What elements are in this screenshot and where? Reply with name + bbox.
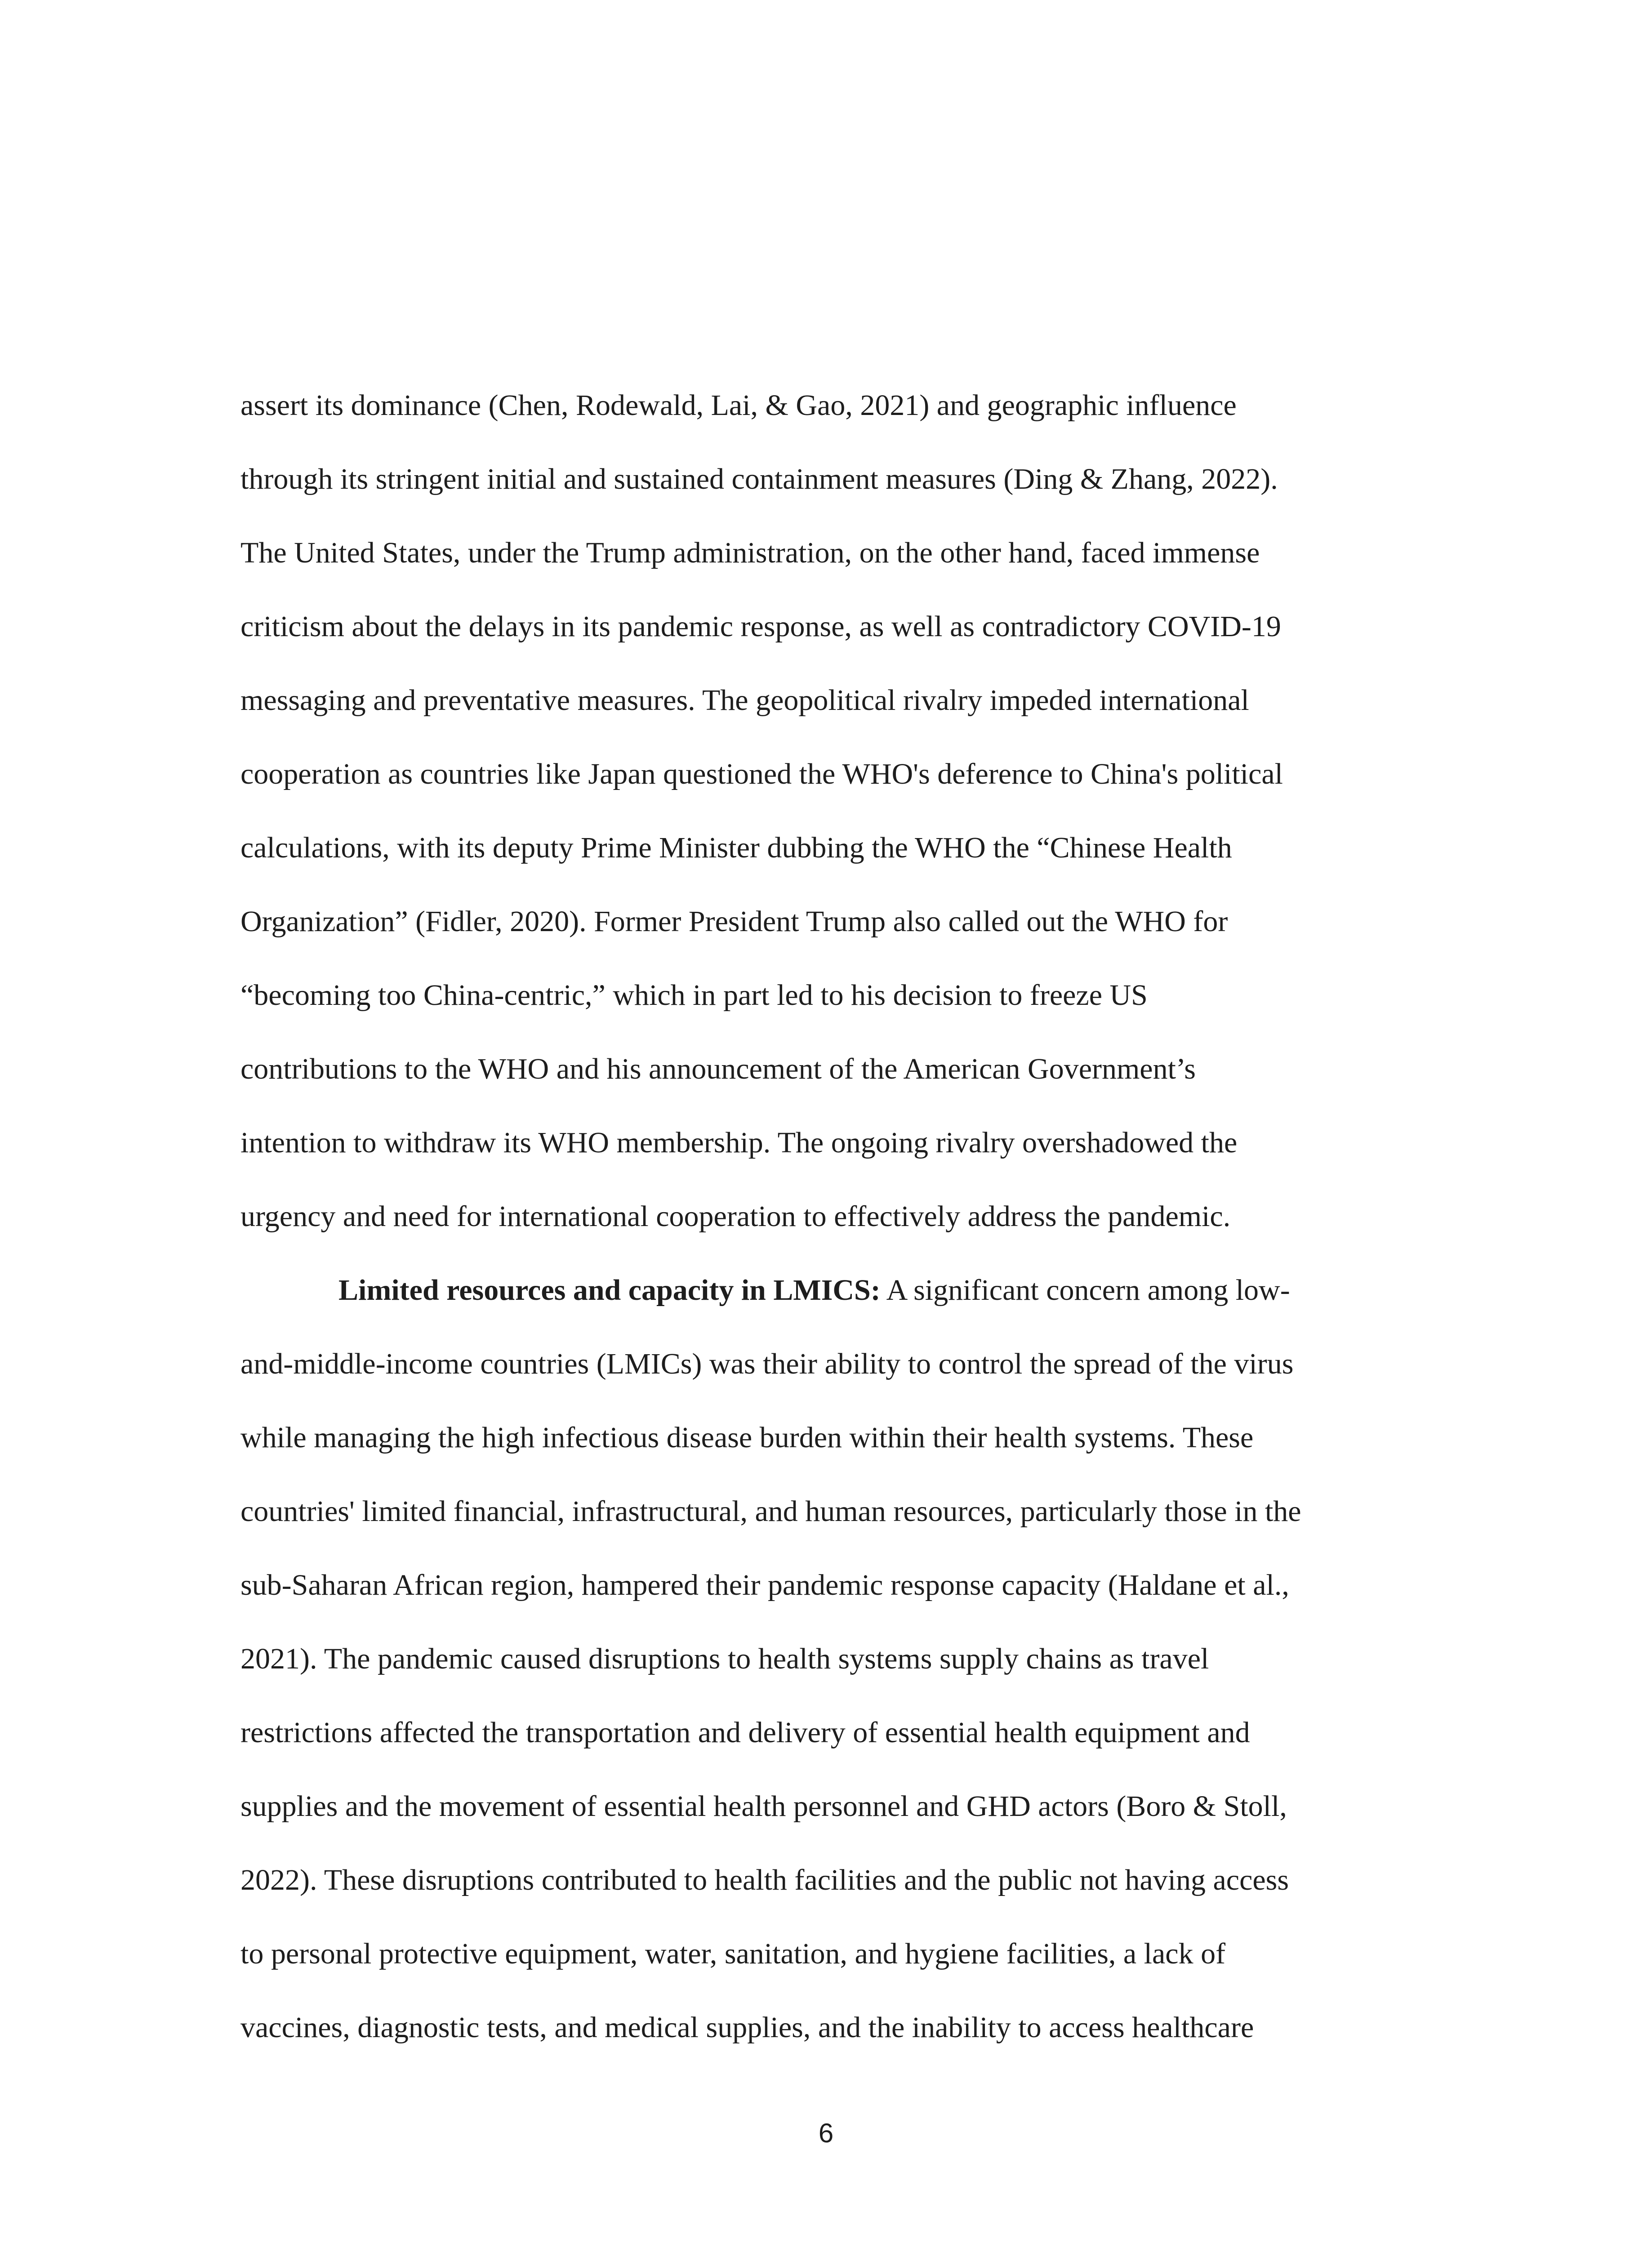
body-text: [240, 369, 1396, 2065]
text-line: through its stringent initial and sustained containment measures (Ding & Zhang, 2022).: [240, 463, 1278, 495]
text-line: intention to withdraw its WHO membership. The ongoing rivalry overshadowed the: [240, 1126, 1238, 1159]
section-heading: Limited resources and capacity in LMICS:: [338, 1274, 881, 1307]
text-line: and-middle-income countries (LMICs) was their ability to control the spread of the virus: [240, 1347, 1294, 1380]
paragraph-geopolitical-rivalry: [240, 369, 1396, 1253]
text-line: while managing the high infectious disease burden within their health systems. These: [240, 1421, 1254, 1454]
text-line: [240, 1253, 1396, 1327]
text-line: supplies and the movement of essential health personnel and GHD actors (Boro & Stoll,: [240, 1790, 1287, 1823]
text-line: sub-Saharan African region, hampered their pandemic response capacity (Haldane et al.,: [240, 1569, 1289, 1601]
text-line: messaging and preventative measures. The geopolitical rivalry impeded international: [240, 684, 1249, 717]
page-number: 6: [818, 2118, 834, 2148]
text-line: “becoming too China-centric,” which in part led to his decision to freeze US: [240, 979, 1148, 1012]
text-line: criticism about the delays in its pandemic response, as well as contradictory COVID-19: [240, 610, 1281, 643]
text-line: 2022). These disruptions contributed to health facilities and the public not having access: [240, 1864, 1289, 1896]
text-line: The United States, under the Trump administration, on the other hand, faced immense: [240, 536, 1260, 569]
text-line: restrictions affected the transportation and delivery of essential health equipment and: [240, 1716, 1250, 1749]
text-line: urgency and need for international cooperation to effectively address the pandemic.: [240, 1200, 1231, 1233]
heading-line-rest: A significant concern among low-: [880, 1274, 1290, 1307]
text-line: calculations, with its deputy Prime Minister dubbing the WHO the “Chinese Health: [240, 831, 1232, 864]
text-line: cooperation as countries like Japan questioned the WHO's deference to China's political: [240, 758, 1283, 790]
text-line: Organization” (Fidler, 2020). Former President Trump also called out the WHO for: [240, 905, 1228, 938]
text-line: assert its dominance (Chen, Rodewald, Lai, & Gao, 2021) and geographic influence: [240, 389, 1237, 422]
text-line: 2021). The pandemic caused disruptions to health systems supply chains as travel: [240, 1642, 1209, 1675]
text-line: countries' limited financial, infrastructural, and human resources, particularly those in the: [240, 1495, 1301, 1528]
text-line: vaccines, diagnostic tests, and medical supplies, and the inability to access healthcare: [240, 2011, 1254, 2044]
paragraph-limited-resources: [240, 1253, 1396, 2065]
text-line: to personal protective equipment, water, sanitation, and hygiene facilities, a lack of: [240, 1937, 1226, 1970]
text-line: contributions to the WHO and his announcement of the American Government’s: [240, 1053, 1196, 1085]
